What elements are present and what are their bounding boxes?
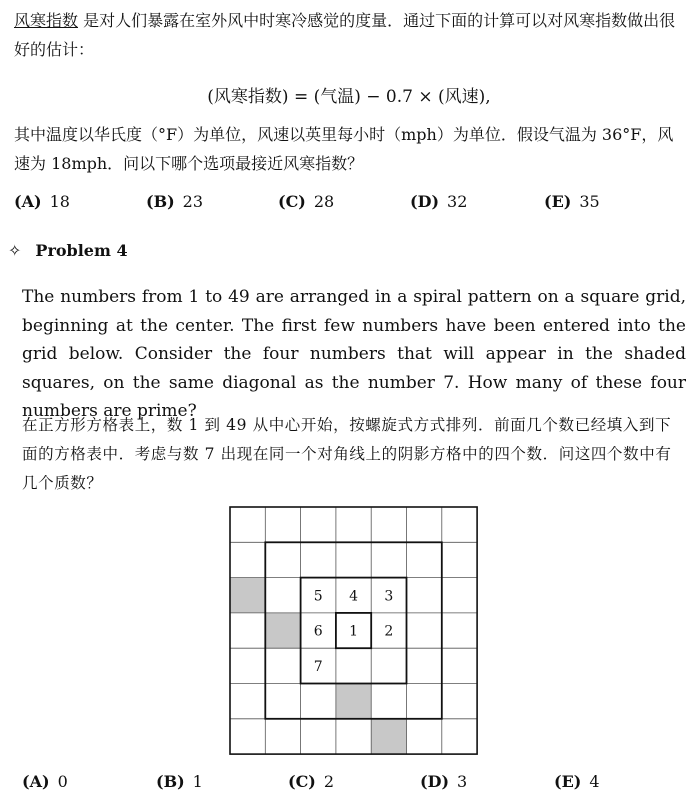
grid-number: 5: [313, 588, 323, 605]
choice-label: (E): [554, 772, 582, 791]
problem4-chinese: 在正方形方格表上，数 1 到 49 从中心开始，按螺旋式方式排列．前面几个数已经填入到下面的方格表中．考虑与数 7 出现在同一个对角线上的阴影方格中的四个数．问这四个数中有几个质数？: [22, 416, 672, 492]
problem3-body: 其中温度以华氏度（°F）为单位，风速以英里每小时（mph）为单位．假设气温为 36°F，风速为 18mph．问以下哪个选项最接近风寒指数？: [14, 125, 674, 173]
choice-value: 4: [589, 772, 600, 791]
grid-number: 3: [384, 588, 394, 605]
choice-label: (A): [22, 772, 50, 791]
shaded-cell: [371, 719, 406, 754]
grid-number: 6: [313, 623, 323, 640]
shaded-cell: [265, 613, 300, 648]
choice-value: 35: [579, 192, 600, 211]
term-wind-chill: 风寒指数: [14, 11, 79, 30]
grid-number: 4: [349, 588, 359, 605]
grid-number: 7: [313, 658, 323, 675]
choice-b[interactable]: [156, 772, 203, 791]
choice-value: 28: [313, 192, 335, 211]
choice-label: (B): [156, 772, 185, 791]
choice-label: (D): [410, 192, 440, 211]
choice-value: 3: [457, 772, 468, 791]
choice-label: (B): [146, 192, 175, 211]
problem4-title: Problem 4: [35, 241, 128, 260]
choice-value: 0: [57, 772, 68, 791]
diamond-icon: ✧: [8, 241, 22, 260]
choice-value: 23: [182, 192, 204, 211]
choice-c[interactable]: [288, 772, 334, 791]
choice-label: (C): [278, 192, 306, 211]
choice-value: 1: [192, 772, 203, 791]
grid-number: 2: [384, 623, 394, 640]
choice-label: (E): [544, 192, 572, 211]
choice-a[interactable]: [22, 772, 68, 791]
choice-label: (A): [14, 192, 42, 211]
intro-text: 是对人们暴露在室外风中时寒冷感觉的度量．通过下面的计算可以对风寒指数做出很好的估计：: [14, 11, 676, 59]
shaded-cell: [230, 578, 265, 613]
choice-d[interactable]: [420, 772, 467, 791]
grid-number: 1: [349, 623, 359, 640]
problem4-english: The numbers from 1 to 49 are arranged in a spiral pattern on a square grid, beginning at the center. The first few numbers have been entered into the grid below. Consider the four numbers that will appear in the shaded squares, on the same diagonal as the number 7. How many of these four numbers are prime?: [22, 287, 686, 421]
choice-value: 2: [323, 772, 335, 791]
choice-value: 18: [49, 192, 70, 211]
choice-value: 32: [447, 192, 468, 211]
choice-label: (C): [288, 772, 316, 791]
shaded-cell: [336, 684, 371, 719]
choice-e[interactable]: [554, 772, 600, 791]
choice-label: (D): [420, 772, 450, 791]
formula: (风寒指数) = (气温) − 0.7 × (风速),: [207, 87, 491, 107]
